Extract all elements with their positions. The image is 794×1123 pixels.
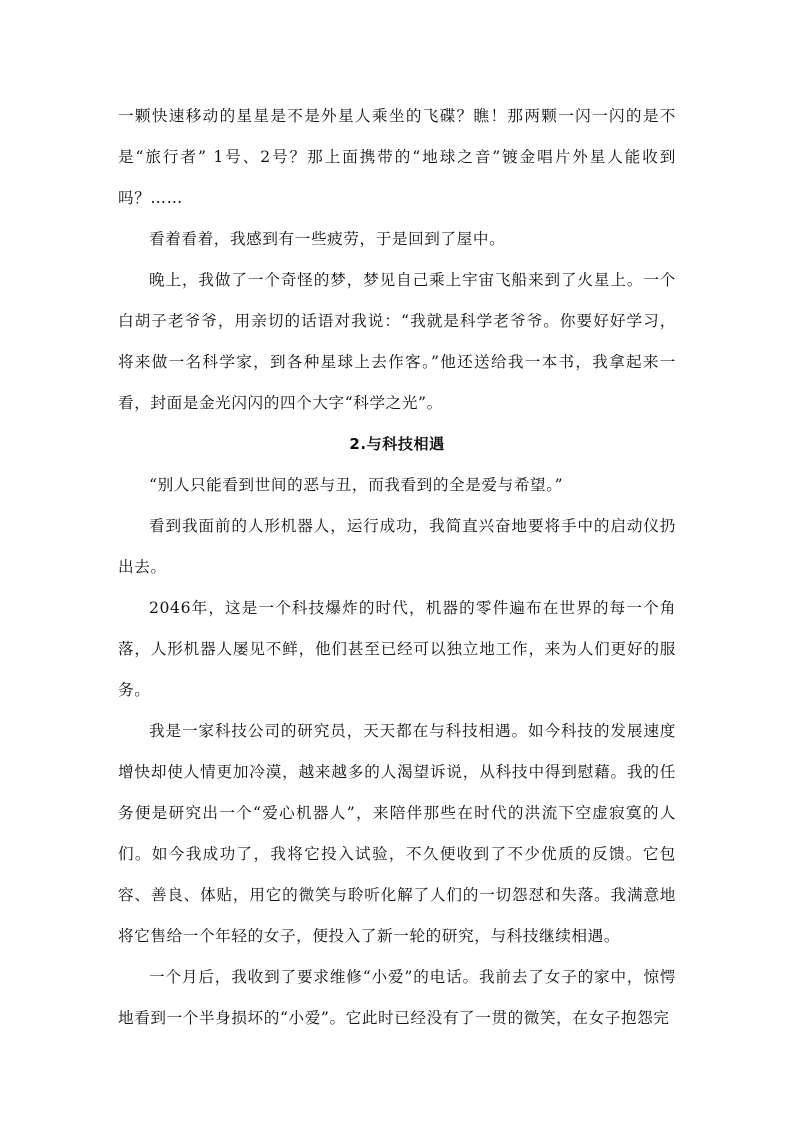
- section-heading: 2.与科技相遇: [349, 435, 445, 453]
- paragraph: 看着看着，我感到有一些疲劳，于是回到了屋中。: [149, 230, 506, 248]
- document-page: [118, 96, 676, 1039]
- paragraph: “别人只能看到世间的恶与丑，而我看到的全是爱与希望。”: [149, 476, 564, 494]
- paragraph: 我是一家科技公司的研究员，天天都在与科技相遇。如今科技的发展速度增快却使人情更加冷漠，越来越多的人渴望诉说，从科技中得到慰藉。我的任务便是研究出一个“爱心机器人”，来陪伴那些在时代的洪流下空虚寂寞的人们。如今我成功了，我将它投入试验，不久便收到了不少优质的反馈。它包容、善良、体贴，用它的微笑与聆听化解了人们的一切怨怼和失落。我满意地将它售给一个年轻的女子，便投入了新一轮的研究，与科技继续相遇。: [118, 722, 676, 945]
- paragraph: 一颗快速移动的星星是不是外星人乘坐的飞碟？瞧！那两颗一闪一闪的是不是“旅行者” 1号、2号？那上面携带的“地球之音”镀金唱片外星人能收到吗？……: [118, 107, 676, 207]
- paragraph: 看到我面前的人形机器人，运行成功，我简直兴奋地要将手中的启动仪扔出去。: [118, 517, 676, 576]
- paragraph: 晚上，我做了一个奇怪的梦，梦见自己乘上宇宙飞船来到了火星上。一个白胡子老爷爷，用亲切的话语对我说：“我就是科学老爷爷。你要好好学习，将来做一名科学家，到各种星球上去作客。”他还送给我一本书，我拿起来一看，封面是金光闪闪的四个大字“科学之光”。: [118, 271, 676, 412]
- paragraph: 一个月后，我收到了要求维修“小爱”的电话。我前去了女子的家中，惊愕地看到一个半身损坏的“小爱”。它此时已经没有了一贯的微笑，在女子抱怨完: [118, 968, 676, 1027]
- paragraph: 2046年，这是一个科技爆炸的时代，机器的零件遍布在世界的每一个角落，人形机器人屡见不鲜，他们甚至已经可以独立地工作，来为人们更好的服务。: [118, 599, 676, 699]
